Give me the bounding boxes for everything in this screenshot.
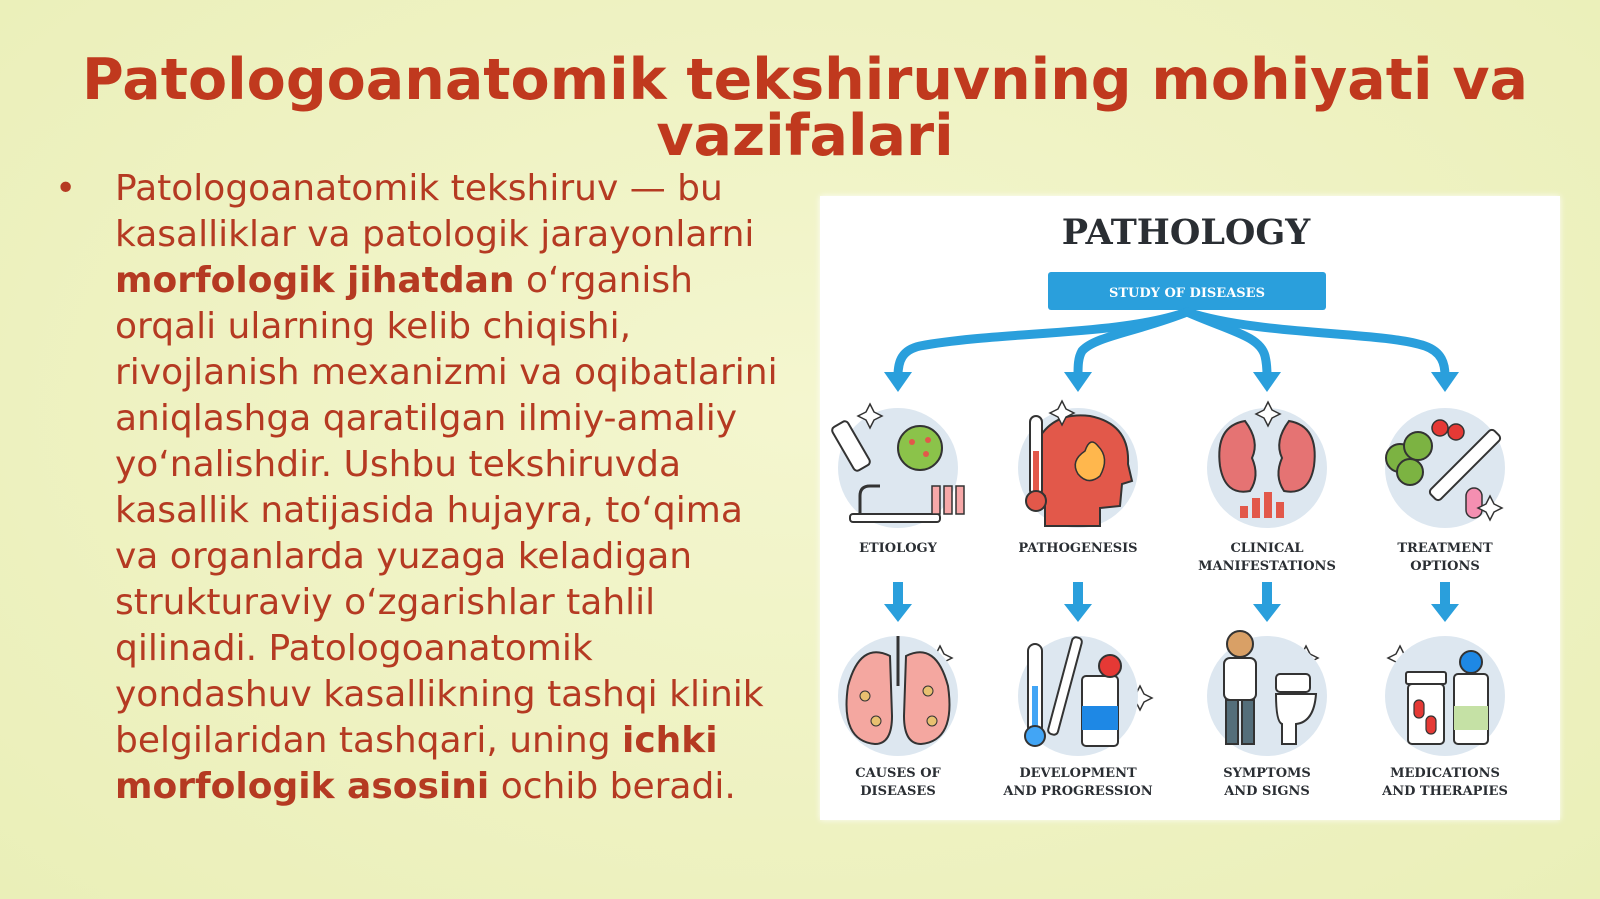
- person-toilet-icon: [1207, 631, 1327, 756]
- label-development-line2: AND PROGRESSION: [1003, 784, 1153, 799]
- medication-bottles-icon: [1385, 636, 1505, 756]
- branch-arrowheads: [884, 372, 1459, 392]
- arrowhead-icon: [1431, 372, 1459, 392]
- down-arrow-icon: [884, 582, 912, 622]
- down-arrow-icon: [1253, 582, 1281, 622]
- label-symptoms-line1: SYMPTOMS: [1223, 766, 1311, 781]
- arrowhead-icon: [1064, 372, 1092, 392]
- bullet-marker: •: [55, 168, 77, 209]
- kidneys-icon: [1207, 408, 1327, 528]
- bold-phrase: morfologik jihatdan: [115, 260, 515, 301]
- bullet-paragraph: [115, 166, 790, 810]
- text-segment: ochib beradi.: [489, 766, 736, 807]
- down-arrow-icon: [1064, 582, 1092, 622]
- label-causes-line1: CAUSES OF: [855, 766, 941, 781]
- head-thermometer-icon: [1018, 408, 1138, 528]
- label-pathogenesis: PATHOGENESIS: [1018, 541, 1138, 556]
- bold-phrase: ichki morfologik asosini: [115, 720, 718, 807]
- down-arrows: [884, 582, 1459, 622]
- thermometer-vial-icon: [1018, 636, 1138, 756]
- label-symptoms-line2: AND SIGNS: [1224, 784, 1310, 799]
- label-medications-line2: AND THERAPIES: [1382, 784, 1508, 799]
- slide-title: Patologoanatomik tekshiruvning mohiyati va vazifalari: [82, 47, 1528, 169]
- body-text: [55, 166, 790, 810]
- label-clinical-line1: CLINICAL: [1230, 541, 1304, 556]
- branch-arrow-treatment: [1187, 312, 1445, 376]
- infographic-canvas: [820, 196, 1560, 820]
- label-treatment-line1: TREATMENT: [1397, 541, 1493, 556]
- label-medications-line1: MEDICATIONS: [1390, 766, 1500, 781]
- microscope-virus-icon: [831, 408, 964, 528]
- label-treatment-line2: OPTIONS: [1410, 559, 1480, 574]
- label-etiology: ETIOLOGY: [859, 541, 937, 556]
- label-clinical-line2: MANIFESTATIONS: [1198, 559, 1336, 574]
- study-banner-label: STUDY OF DISEASES: [1109, 286, 1265, 301]
- branch-arrow-etiology: [898, 312, 1187, 376]
- label-causes-line2: DISEASES: [860, 784, 936, 799]
- arrowhead-icon: [1253, 372, 1281, 392]
- branch-arrows: [898, 312, 1445, 376]
- text-segment: Patologoanatomik tekshiruv — bu kasalliklar va patologik jarayonlarni: [115, 168, 755, 255]
- text-segment: oʻrganish orqali ularning kelib chiqishi, rivojlanish mexanizmi va oqibatlarini aniqlashga qaratilgan ilmiy-amaliy yoʻnalishdir. Ushbu tekshiruvda kasallik natijasida hujayra, toʻqima va organlarda yuzaga keladigan strukturaviy oʻzgarishlar tahlil qilinadi. Patologoanatomik yondashuv kasallikning tashqi klinik belgilaridan tashqari, uning: [115, 260, 778, 761]
- lungs-icon: [838, 636, 958, 756]
- down-arrow-icon: [1431, 582, 1459, 622]
- pathology-infographic: [820, 196, 1560, 820]
- label-development-line1: DEVELOPMENT: [1019, 766, 1137, 781]
- infographic-heading: PATHOLOGY: [1061, 212, 1311, 253]
- arrowhead-icon: [884, 372, 912, 392]
